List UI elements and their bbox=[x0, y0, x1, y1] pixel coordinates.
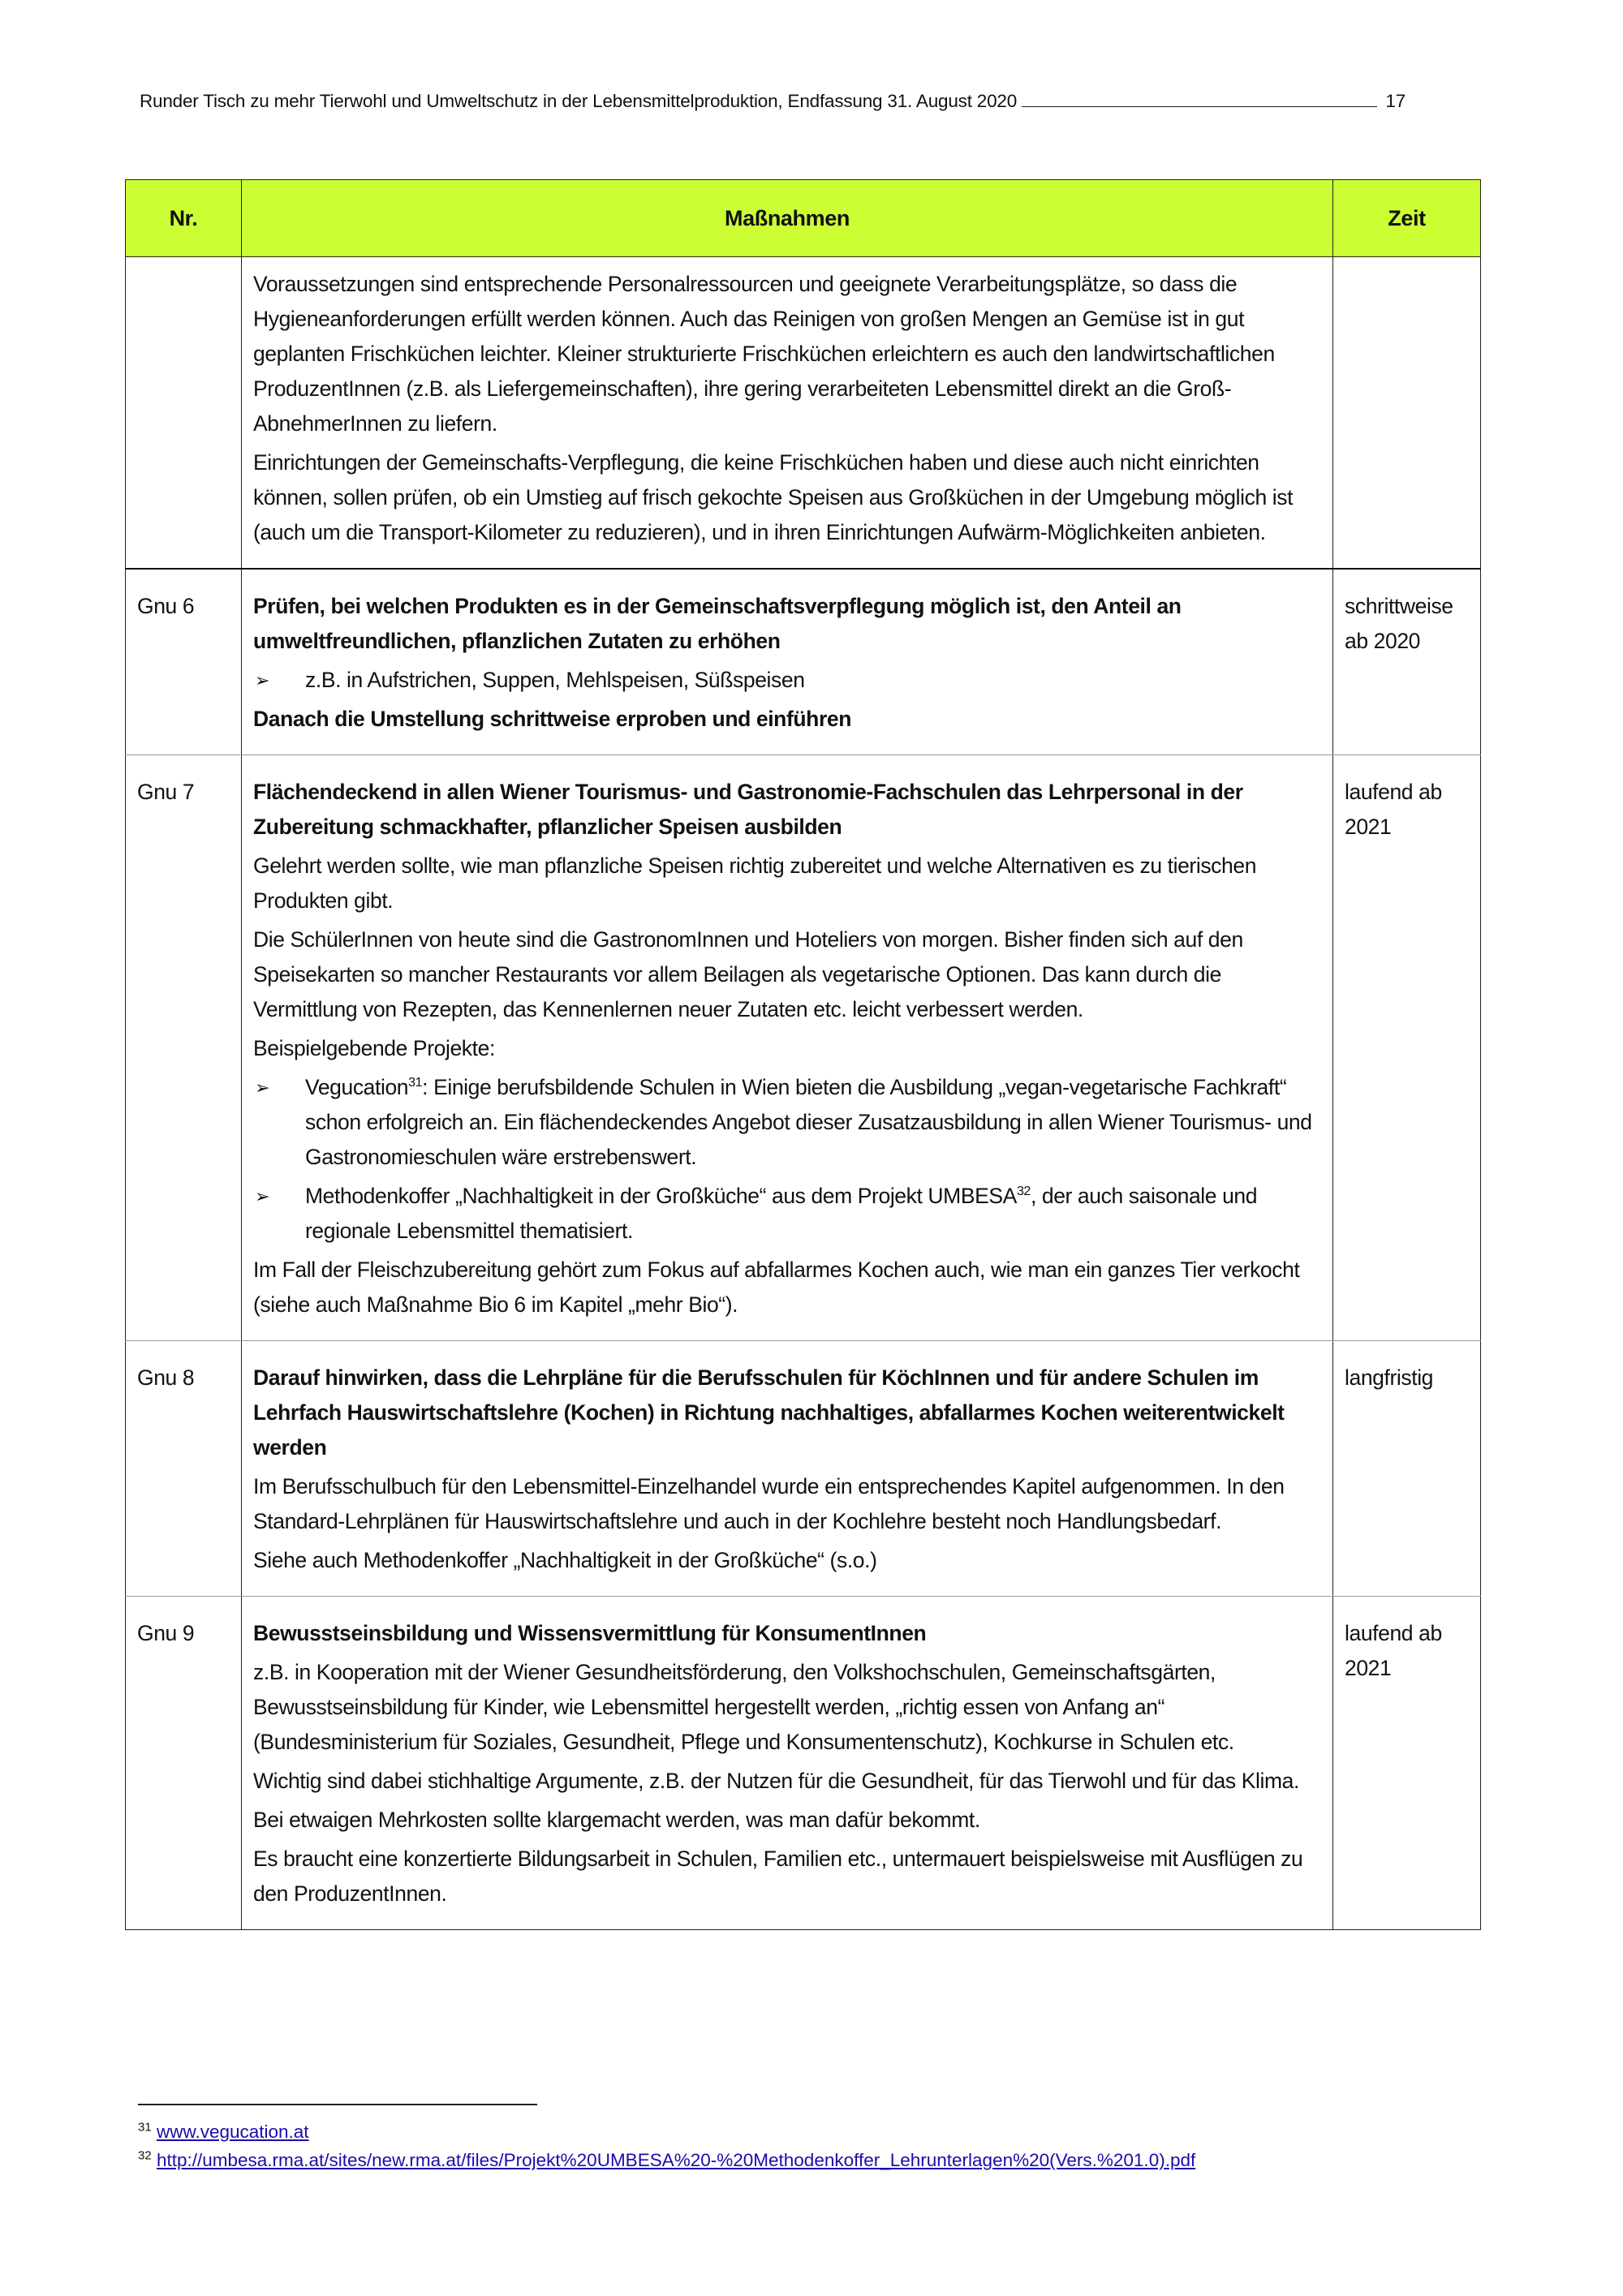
paragraph: Es braucht eine konzertierte Bildungsarbeit in Schulen, Familien etc., untermauert beispielsweise mit Ausflügen zu den ProduzentInnen. bbox=[253, 1847, 1303, 1906]
table-header-row bbox=[126, 180, 1481, 257]
table-row-gnu6 bbox=[126, 569, 1481, 755]
row-zeit: laufend ab 2021 bbox=[1333, 755, 1481, 1341]
row-content bbox=[242, 1597, 1333, 1930]
paragraph: Voraussetzungen sind entsprechende Personalressourcen und geeignete Verarbeitungsplätze, so dass die Hygieneanforderungen erfüllt werden können. Auch das Reinigen von großen Mengen an Gemüse ist in gut geplanten Frischküchen leichter. Kleiner strukturierte Frischküchen erleichtern es auch den landwirtschaftlichen ProduzentInnen (z.B. als Liefergemeinschaften), ihre gering verarbeiteten Lebensmittel direkt an die Groß-AbnehmerInnen zu liefern. bbox=[253, 272, 1275, 436]
column-header-nr: Nr. bbox=[126, 180, 242, 257]
row-content bbox=[242, 257, 1333, 570]
page-number: 17 bbox=[1385, 91, 1406, 111]
paragraph: Einrichtungen der Gemeinschafts-Verpflegung, die keine Frischküchen haben und diese auch nicht einrichten können, sollen prüfen, ob ein Umstieg auf frisch gekochte Speisen aus Großküchen in der Umgebung möglich ist (auch um die Transport-Kilometer zu reduzieren), und in ihren Einrichtungen Aufwärm-Möglichkeiten anbieten. bbox=[253, 450, 1294, 544]
paragraph: Die SchülerInnen von heute sind die GastronomInnen und Hoteliers von morgen. Bisher finden sich auf den Speisekarten so mancher Restaurants vor allem Beilagen als vegetarische Optionen. Das kann durch die Vermittlung von Rezepten, das Kennenlernen neuer Zutaten etc. leicht verbessert werden. bbox=[253, 927, 1243, 1021]
bullet-item bbox=[253, 1179, 1321, 1249]
footnotes bbox=[138, 2118, 1195, 2174]
row-zeit: laufend ab 2021 bbox=[1333, 1597, 1481, 1930]
paragraph: Beispielgebende Projekte: bbox=[253, 1036, 495, 1060]
row-nr: Gnu 9 bbox=[126, 1597, 242, 1930]
footnote-ref[interactable]: 32 bbox=[1016, 1185, 1031, 1199]
row-nr: Gnu 8 bbox=[126, 1341, 242, 1597]
paragraph: Siehe auch Methodenkoffer „Nachhaltigkeit in der Großküche“ (s.o.) bbox=[253, 1548, 877, 1572]
paragraph: Wichtig sind dabei stichhaltige Argumente, z.B. der Nutzen für die Gesundheit, für das Tierwohl und für das Klima. bbox=[253, 1769, 1299, 1793]
row-nr: Gnu 6 bbox=[126, 569, 242, 755]
table-row-gnu8 bbox=[126, 1341, 1481, 1597]
row-content bbox=[242, 755, 1333, 1341]
footnote-ref[interactable]: 31 bbox=[408, 1076, 423, 1090]
arrow-bullet-icon: ➢ bbox=[255, 1077, 270, 1098]
paragraph: Gelehrt werden sollte, wie man pflanzliche Speisen richtig zubereitet und welche Alternativen es zu tierischen Produkten gibt. bbox=[253, 853, 1257, 913]
footnote-number: 32 bbox=[138, 2148, 152, 2163]
row-content bbox=[242, 1341, 1333, 1597]
bullet-part: Methodenkoffer „Nachhaltigkeit in der Großküche“ aus dem Projekt UMBESA bbox=[305, 1184, 1017, 1208]
paragraph: z.B. in Kooperation mit der Wiener Gesundheitsförderung, den Volkshochschulen, Gemeinschaftsgärten, Bewusstseinsbildung für Kinder, wie Lebensmittel hergestellt werden, „richtig essen von Anfang an“ (Bundesministerium für Soziales, Gesundheit, Pflege und Konsumentenschutz), Kochkurse in Schulen etc. bbox=[253, 1660, 1234, 1754]
measure-title: Flächendeckend in allen Wiener Tourismus- und Gastronomie-Fachschulen das Lehrpersonal in der Zubereitung schmackhafter, pflanzlicher Speisen ausbilden bbox=[253, 780, 1243, 839]
footnote bbox=[138, 2146, 1195, 2174]
measure-title: Darauf hinwirken, dass die Lehrpläne für die Berufsschulen für KöchInnen und für andere Schulen im Lehrfach Hauswirtschaftslehre (Kochen) in Richtung nachhaltiges, abfallarmes Kochen weiterentwickelt werden bbox=[253, 1365, 1285, 1460]
bullet-name: Vegucation bbox=[305, 1075, 409, 1099]
footnote-link[interactable]: www.vegucation.at bbox=[156, 2122, 309, 2142]
column-header-massnahmen: Maßnahmen bbox=[242, 180, 1333, 257]
bullet-text bbox=[305, 1179, 1321, 1249]
header-title: Runder Tisch zu mehr Tierwohl und Umweltschutz in der Lebensmittelproduktion, Endfassung 31. August 2020 bbox=[140, 91, 1018, 111]
footnote bbox=[138, 2118, 1195, 2146]
page-header bbox=[140, 91, 1406, 112]
measure-closing: Danach die Umstellung schrittweise erproben und einführen bbox=[253, 707, 851, 731]
bullet-text: z.B. in Aufstrichen, Suppen, Mehlspeisen, Süßspeisen bbox=[305, 668, 805, 692]
footnote-separator bbox=[138, 2104, 537, 2105]
column-header-zeit: Zeit bbox=[1333, 180, 1481, 257]
paragraph: Bei etwaigen Mehrkosten sollte klargemacht werden, was man dafür bekommt. bbox=[253, 1808, 980, 1832]
row-zeit bbox=[1333, 257, 1481, 570]
measure-title: Bewusstseinsbildung und Wissensvermittlung für KonsumentInnen bbox=[253, 1621, 927, 1645]
header-rule bbox=[1022, 106, 1377, 107]
arrow-bullet-icon: ➢ bbox=[255, 670, 270, 690]
row-nr bbox=[126, 257, 242, 570]
bullet-item bbox=[253, 1070, 1321, 1175]
paragraph: Im Berufsschulbuch für den Lebensmittel-Einzelhandel wurde ein entsprechendes Kapitel aufgenommen. In den Standard-Lehrplänen für Hauswirtschaftslehre und auch in der Kochlehre besteht noch Handlungsbedarf. bbox=[253, 1474, 1285, 1533]
row-zeit: langfristig bbox=[1333, 1341, 1481, 1597]
row-zeit: schrittweise ab 2020 bbox=[1333, 569, 1481, 755]
row-content bbox=[242, 569, 1333, 755]
table-row-gnu9 bbox=[126, 1597, 1481, 1930]
table-row bbox=[126, 257, 1481, 570]
row-nr: Gnu 7 bbox=[126, 755, 242, 1341]
footnote-link[interactable]: http://umbesa.rma.at/sites/new.rma.at/files/Projekt%20UMBESA%20-%20Methodenkoffer_Lehrunterlagen%20(Vers.%201.0).pdf bbox=[156, 2150, 1196, 2170]
bullet-text bbox=[305, 1070, 1321, 1175]
bullet-item bbox=[253, 663, 1321, 698]
paragraph: Im Fall der Fleischzubereitung gehört zum Fokus auf abfallarmes Kochen auch, wie man ein ganzes Tier verkocht (siehe auch Maßnahme Bio 6 im Kapitel „mehr Bio“). bbox=[253, 1258, 1300, 1317]
table-row-gnu7 bbox=[126, 755, 1481, 1341]
bullet-rest: : Einige berufsbildende Schulen in Wien bieten die Ausbildung „vegan-vegetarische Fachkraft“ schon erfolgreich an. Ein flächendeckendes Angebot dieser Zusatzausbildung in allen Wiener Tourismus- und Gastronomieschulen wäre erstrebenswert. bbox=[305, 1075, 1312, 1169]
measure-title: Prüfen, bei welchen Produkten es in der Gemeinschaftsverpflegung möglich ist, den Anteil an umweltfreundlichen, pflanzlichen Zutaten zu erhöhen bbox=[253, 594, 1182, 653]
bullet-part: , der auch saisonale und regionale Lebensmittel thematisiert. bbox=[305, 1184, 1258, 1243]
footnote-number: 31 bbox=[138, 2120, 152, 2135]
arrow-bullet-icon: ➢ bbox=[255, 1186, 270, 1206]
measures-table bbox=[125, 179, 1481, 1930]
